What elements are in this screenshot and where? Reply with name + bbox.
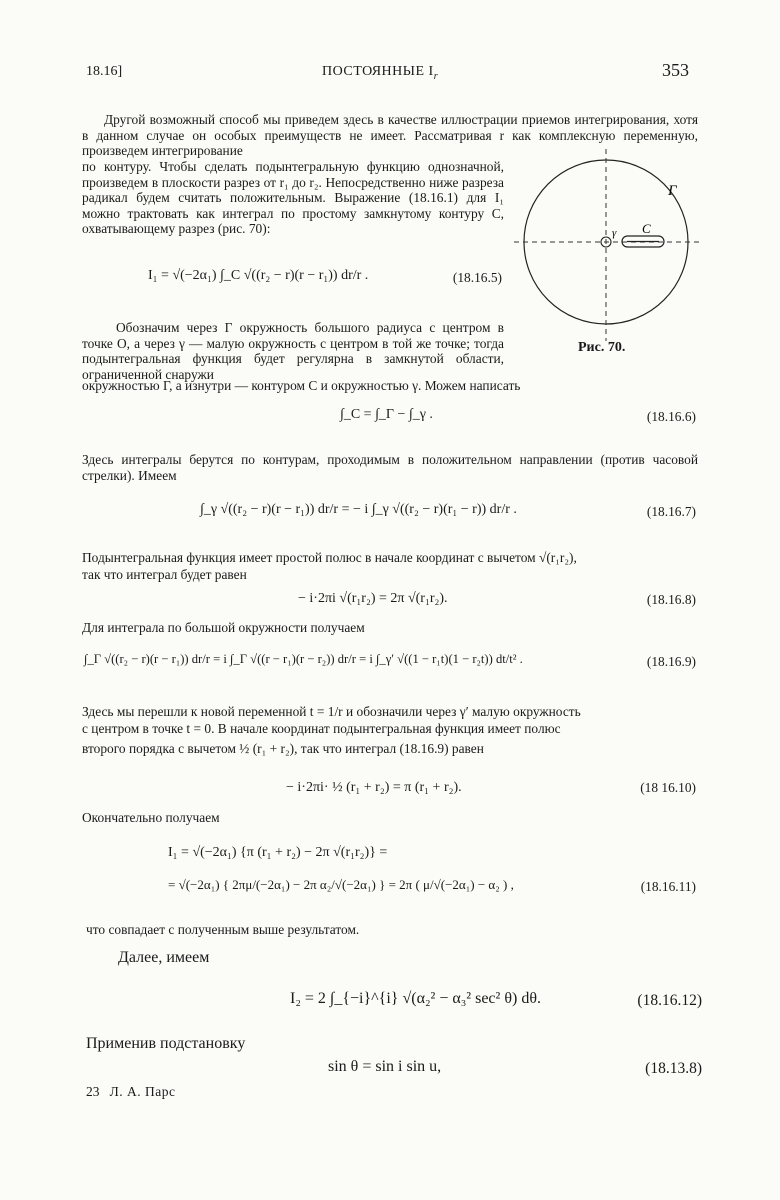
equation-number-11: (18.16.11) (640, 879, 696, 894)
page-number: 353 (662, 60, 689, 80)
equation-number-5: (18.16.5) (452, 270, 502, 285)
paragraph-4a: Подынтегральная функция имеет простой полюс в начале координат с вычетом √(r₁r₂), (82, 550, 577, 565)
figure-caption: Рис. 70. (578, 340, 626, 355)
equation-18-16-10: − i·2πi· ½ (r₁ + r₂) = π (r₁ + r₂). (286, 780, 462, 795)
paragraph-2: Обозначим через Γ окружность большого радиуса с центром в точке O, а через γ — малую окружность с центром в той же точке; тогда подынтегральная функция будет регулярна в замкнутой области, ограниченной снаружи (82, 320, 504, 382)
label-c: C (642, 221, 651, 236)
paragraph-9: Далее, имеем (118, 949, 210, 966)
equation-18-16-8: − i·2πi √(r₁r₂) = 2π √(r₁r₂). (298, 591, 448, 606)
paragraph-6a: Здесь мы перешли к новой переменной t = 1/r и обозначили через γ′ малую окружность (82, 704, 581, 719)
equation-number-7: (18.16.7) (646, 504, 696, 519)
paragraph-8: что совпадает с полученным выше результатом. (86, 922, 360, 937)
equation-number-9: (18.16.9) (646, 654, 696, 669)
paragraph-6c: второго порядка с вычетом ½ (r₁ + r₂), так что интеграл (18.16.9) равен (82, 741, 484, 756)
paragraph-2-last: окружностью Γ, а изнутри — контуром C и окружностью γ. Можем написать (82, 378, 521, 393)
paragraph-5: Для интеграла по большой окружности получаем (82, 620, 365, 635)
figure-70 (508, 145, 708, 345)
equation-18-16-11-line1: I₁ = √(−2α₁) {π (r₁ + r₂) − 2π √(r₁r₂)} = (168, 845, 388, 860)
paragraph-7: Окончательно получаем (82, 810, 220, 825)
running-title: ПОСТОЯННЫЕ $I_r$ (322, 64, 439, 82)
equation-number-8: (18.16.8) (646, 592, 696, 607)
paragraph-10: Применив подстановку (86, 1035, 246, 1052)
equation-18-16-11-line2: = √(−2α₁) { 2πμ/(−2α₁) − 2π α₂/√(−2α₁) } = 2π ( μ/√(−2α₁) − α₂ ) , (168, 877, 514, 892)
equation-18-13-8: sin θ = sin i sin u, (328, 1058, 442, 1075)
equation-18-16-5: I₁ = √(−2α₁) ∫_C √((r₂ − r)(r − r₁)) dr/r . (148, 268, 369, 283)
equation-18-16-6: ∫_C = ∫_Γ − ∫_γ . (340, 407, 433, 422)
equation-18-16-9: ∫_Γ √((r₂ − r)(r − r₁)) dr/r = i ∫_Γ √((r − r₁)(r − r₂)) dr/r = i ∫_γ′ √((1 − r₁t)(1 − r₂t)) dt/t² . (84, 652, 523, 666)
printer-signature: 23 Л. А. Парс (86, 1084, 176, 1099)
equation-number-10: (18 16.10) (640, 780, 696, 795)
equation-number-12: (18.16.12) (637, 992, 702, 1009)
equation-number-6: (18.16.6) (646, 409, 696, 424)
label-gamma-big: Γ (668, 183, 677, 199)
paragraph-4b: так что интеграл будет равен (82, 567, 247, 582)
paragraph-3: Здесь интегралы берутся по контурам, проходимым в положительном направлении (против часовой стрелки). Имеем (82, 452, 698, 483)
paragraph-1a: Другой возможный способ мы приведем здесь в качестве иллюстрации приемов интегрирования, хотя в данном случае он особых преимуществ не имеет. Рассматривая r как комплексную переменную, произведем интегрирование (82, 112, 698, 158)
equation-18-16-12: I₂ = 2 ∫_{−i}^{i} √(α₂² − α₃² sec² θ) dθ. (290, 990, 541, 1007)
label-gamma-small: γ (612, 227, 617, 239)
equation-number-13: (18.13.8) (645, 1060, 702, 1077)
equation-18-16-7: ∫_γ √((r₂ − r)(r − r₁)) dr/r = − i ∫_γ √((r₂ − r)(r₁ − r)) dr/r . (200, 502, 517, 517)
section-number: 18.16] (86, 64, 123, 79)
paragraph-1b: по контуру. Чтобы сделать подынтегральную функцию однозначной, произведем в плоскости разрез от r₁ до r₂. Непосредственно ниже разреза радикал будем считать положительным. Выражение (18.16.1) для I₁ можно трактовать как интеграл по простому замкнутому контуру C, охватывающему разрез (рис. 70): (82, 159, 504, 236)
paragraph-6b: с центром в точке t = 0. В начале координат подынтегральная функция имеет полюс (82, 721, 561, 736)
